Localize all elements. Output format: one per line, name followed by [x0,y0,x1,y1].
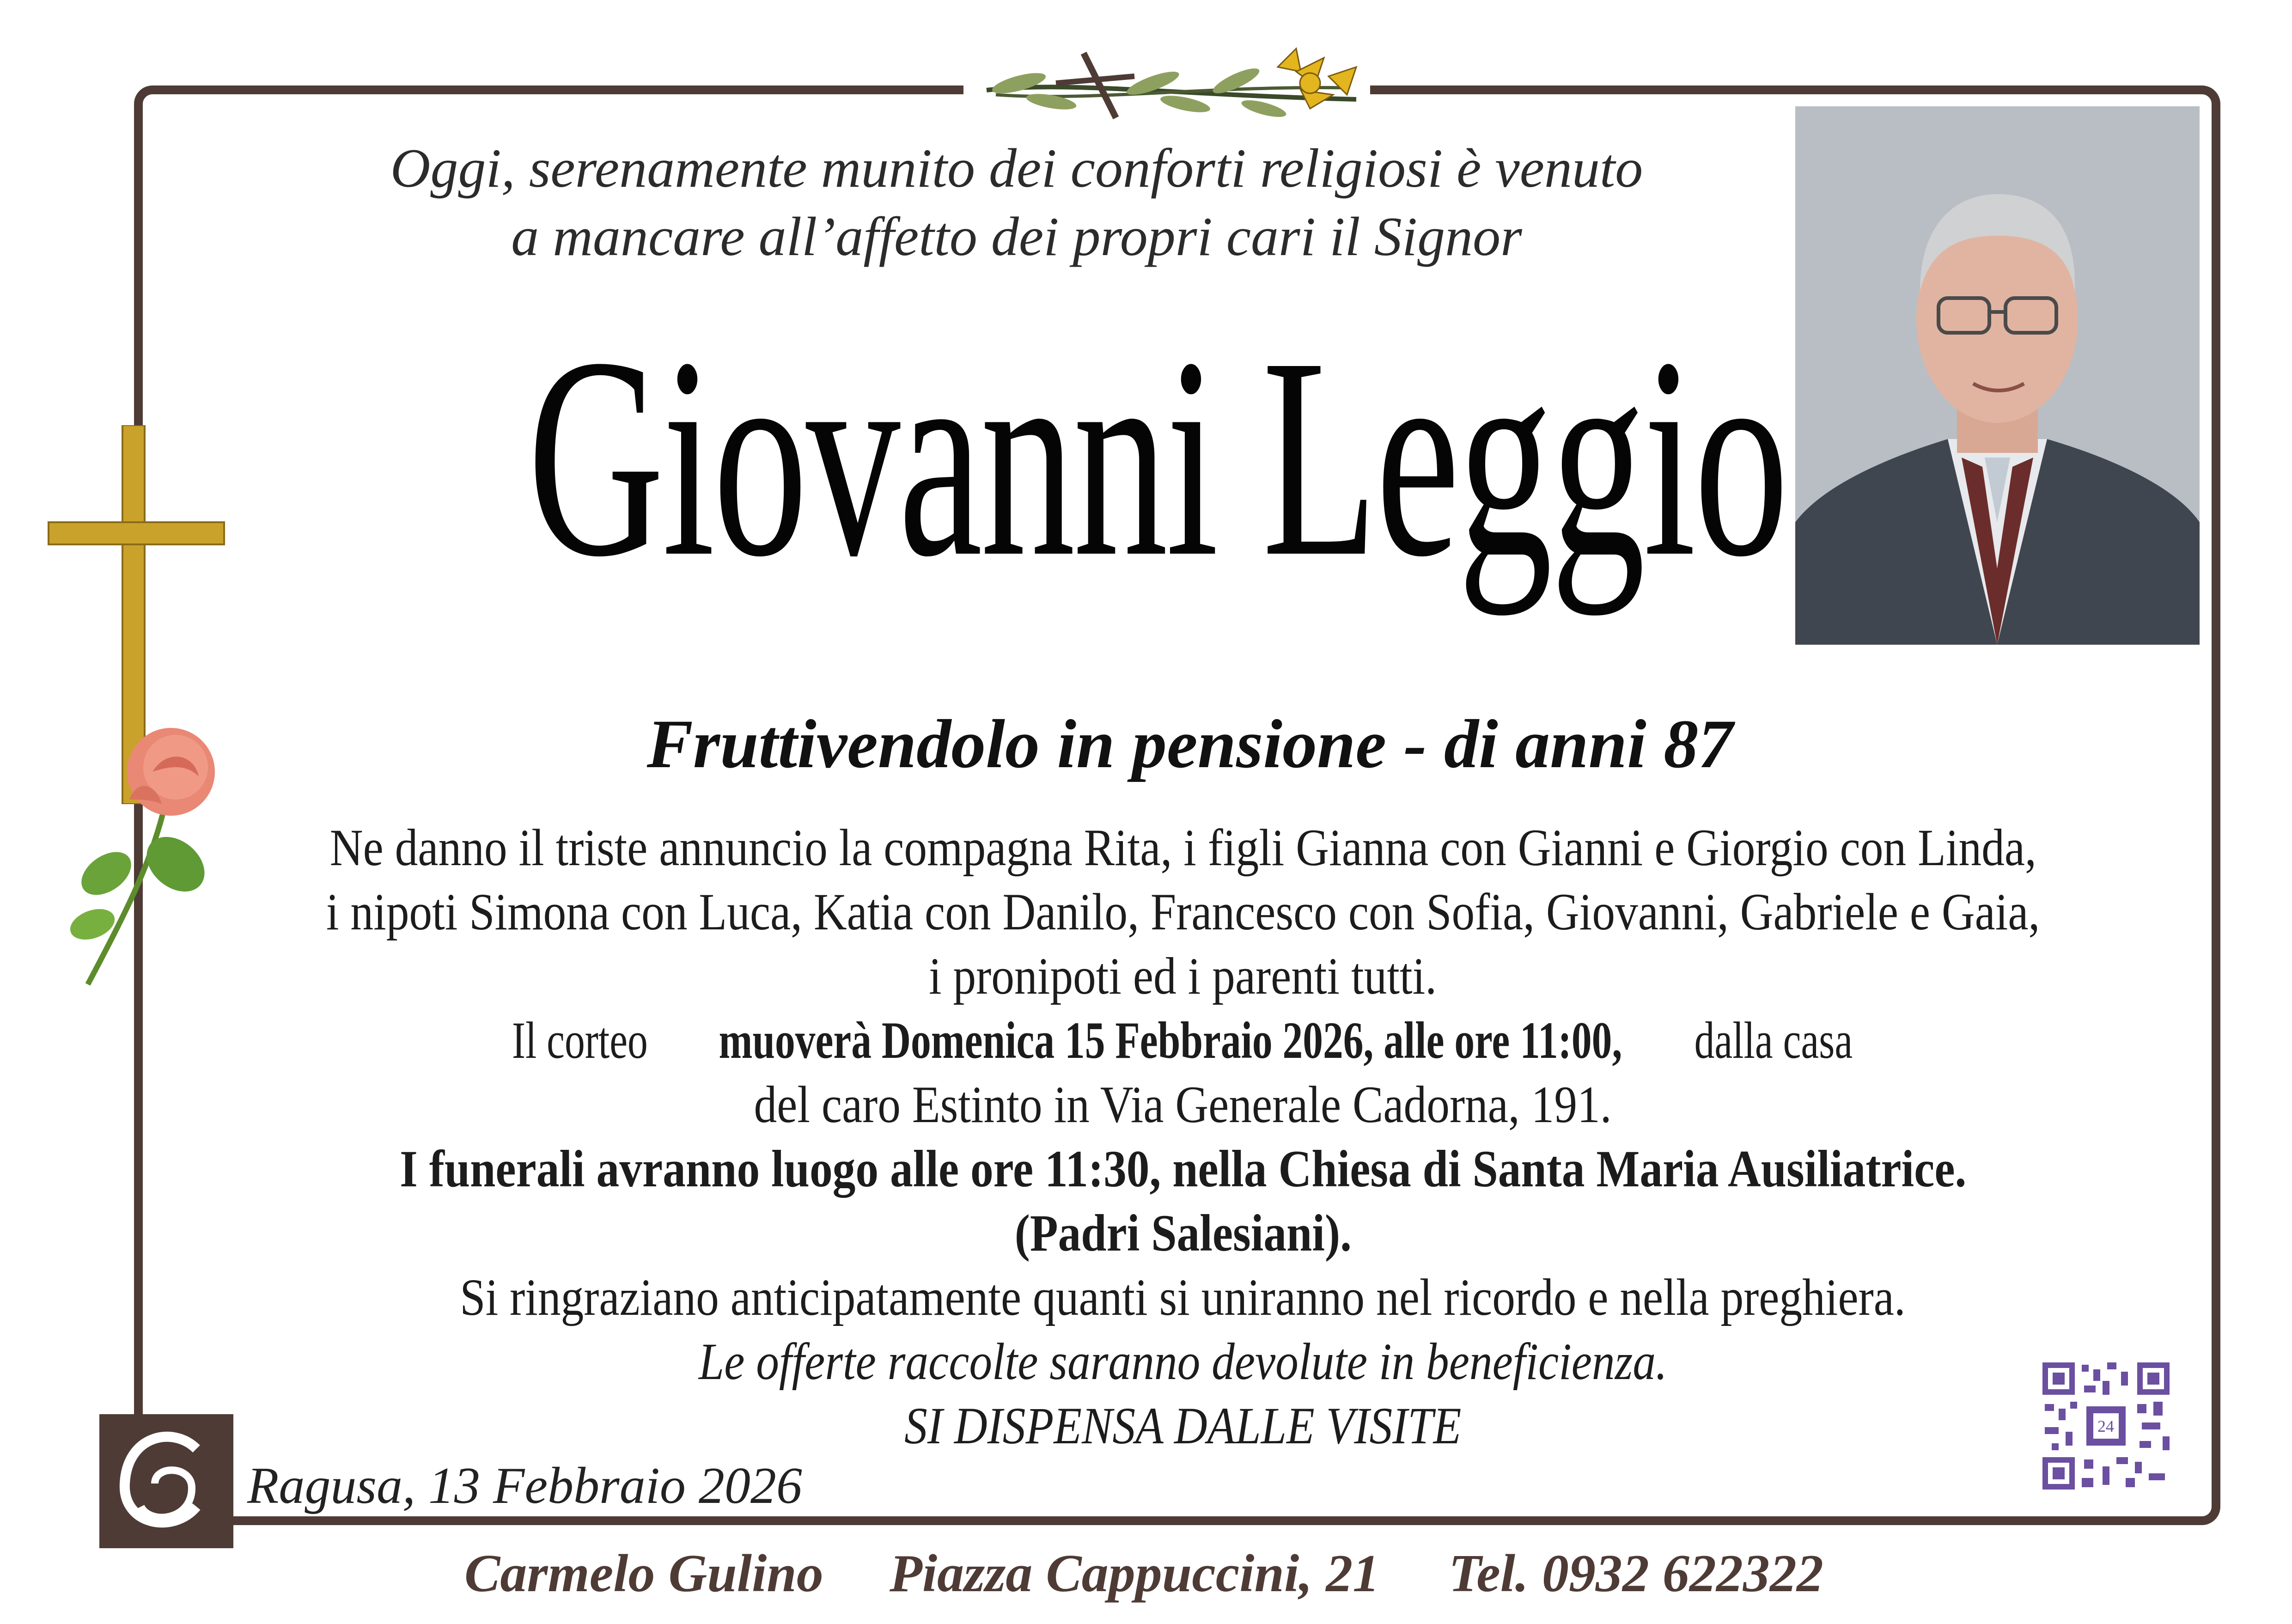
profession-age: Fruttivendolo in pensione - di anni 87 [646,706,1733,782]
body-line-7: (Padri Salesiani). [1014,1204,1352,1262]
agency-name: Carmelo Gulino [464,1544,823,1603]
qr-badge: 24 [2097,1417,2114,1435]
deceased-name [203,296,1798,647]
body-line-8: Si ringraziano anticipatamente quanti si uniranno nel ricordo e nella preghiera. [460,1269,1906,1326]
agency-footer [416,1539,1895,1608]
body-line-4: Il corteomuoverà Domenica 15 Febbraio 2026, alle ore 11:00,dalla casa [512,1012,1853,1069]
body-line-1: Ne danno il triste annuncio la compagna Rita, i figli Gianna con Gianni e Giorgio con Linda, [329,819,2036,877]
body-line-2: i nipoti Simona con Luca, Katia con Danilo, Francesco con Sofia, Giovanni, Gabriele e Gaia, [326,883,2040,941]
intro-text [277,134,1756,271]
intro-line-2: a mancare all’affetto dei propri cari il Signor [511,206,1522,267]
announcement-body [203,816,2163,1458]
body-line-6: I funerali avranno luogo alle ore 11:30, nella Chiesa di Santa Maria Ausiliatrice. [399,1140,1967,1198]
body-line-3: i pronipoti ed i parenti tutti. [929,947,1437,1005]
place-date: Ragusa, 13 Febbraio 2026 [247,1457,802,1514]
body-line-10: SI DISPENSA DALLE VISITE [904,1397,1462,1455]
qr-code[interactable] [2042,1362,2170,1490]
olive-branch-icon [977,39,1365,127]
deceased-photo [1795,106,2200,645]
deceased-name-text: Giovanni Leggio [527,299,1787,616]
body-line-9: Le offerte raccolte saranno devolute in beneficienza. [698,1333,1667,1391]
intro-line-1: Oggi, serenamente munito dei conforti religiosi è venuto [390,137,1643,199]
agency-phone[interactable]: Tel. 0932 622322 [1449,1544,1823,1603]
agency-address: Piazza Cappuccini, 21 [890,1544,1380,1603]
body-line-5: del caro Estinto in Via Generale Cadorna, 191. [754,1076,1612,1134]
agency-logo [99,1414,233,1548]
